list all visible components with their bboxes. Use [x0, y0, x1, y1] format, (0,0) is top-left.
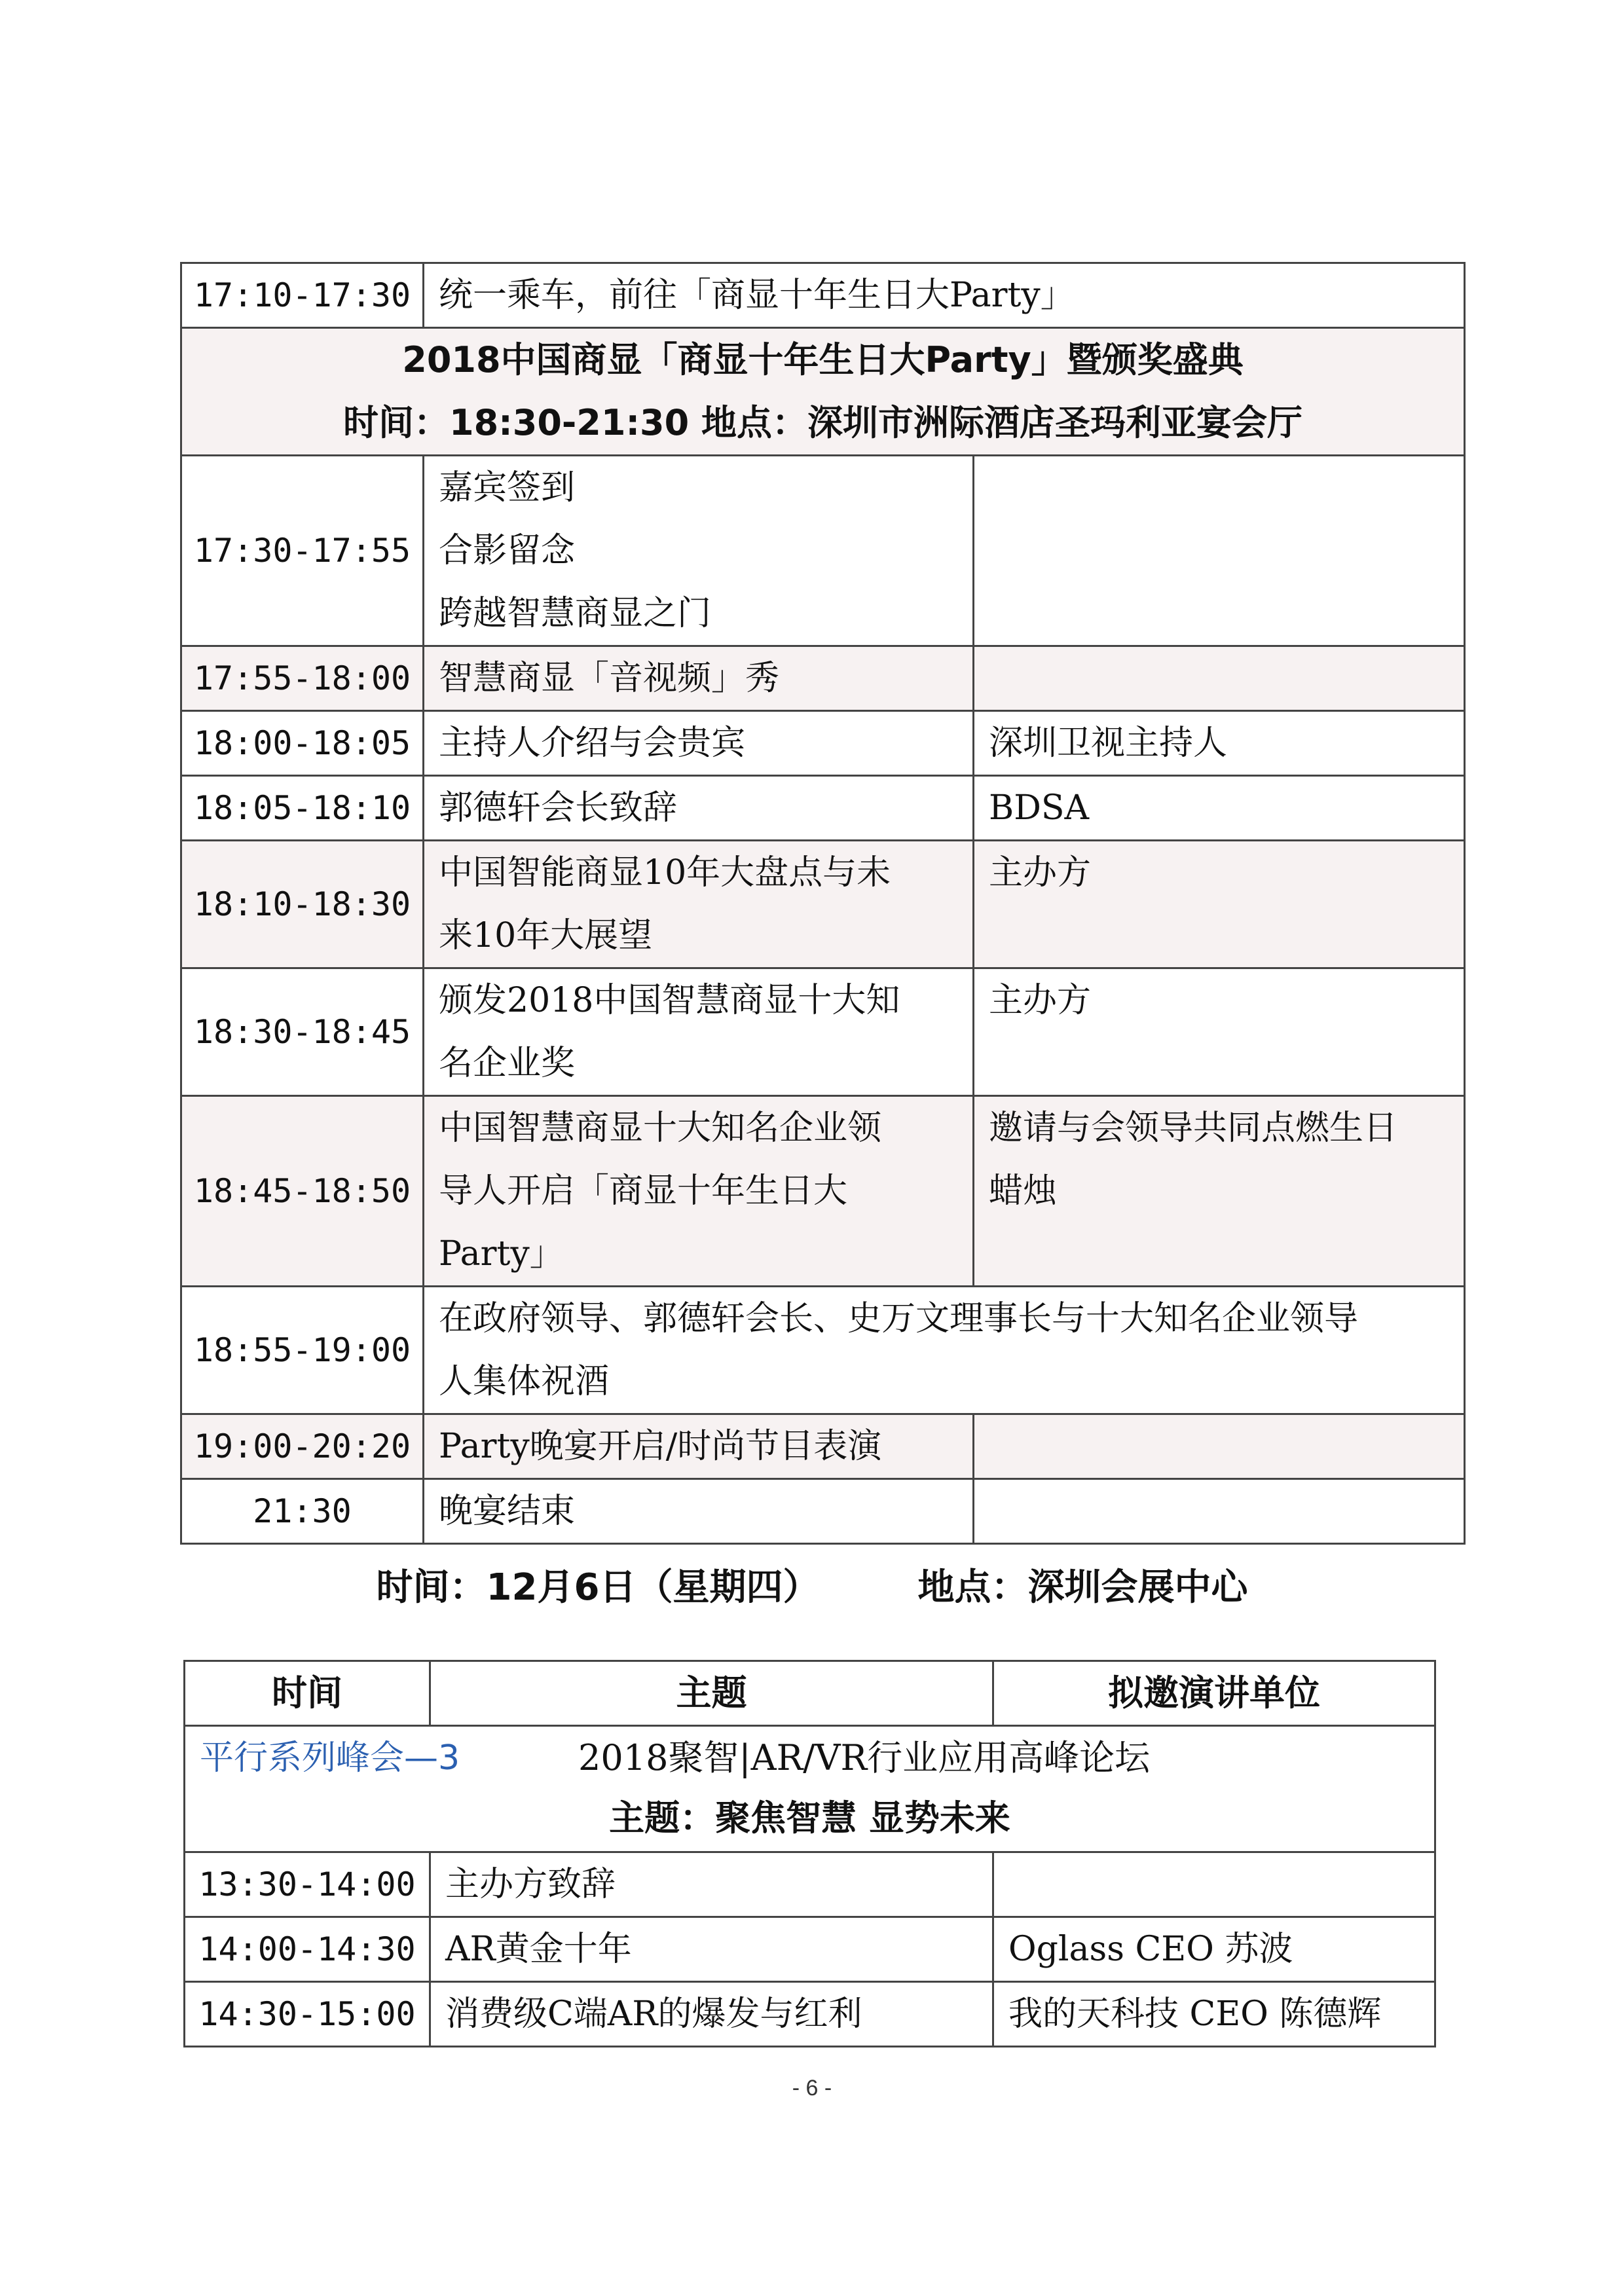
topic-cell: AR黄金十年: [430, 1917, 993, 1982]
schedule-place: 地点：深圳会展中心: [917, 1566, 1248, 1609]
table-row: [181, 1479, 1465, 1544]
forum-theme: 主题：聚焦智慧 显势未来: [609, 1797, 1010, 1839]
page-number: - 6 -: [792, 2076, 832, 2101]
speaker-cell: Oglass CEO 苏波: [993, 1917, 1435, 1982]
time-cell: 18:00-18:05: [181, 711, 424, 776]
item-line: 合影留念: [439, 531, 576, 570]
forum-series: 平行系列峰会—3: [200, 1738, 460, 1778]
speaker-cell: [974, 1096, 1465, 1287]
item-cell: [424, 456, 974, 646]
forum-schedule-table: [183, 1660, 1436, 2047]
time-cell: 17:10-17:30: [181, 263, 424, 328]
table-row: [181, 711, 1465, 776]
table-row: [181, 263, 1465, 328]
speaker-cell: 深圳卫视主持人: [974, 711, 1465, 776]
forum-header-row: [185, 1726, 1435, 1852]
speaker-cell: 主办方: [974, 841, 1465, 968]
time-cell: 13:30-14:00: [185, 1852, 430, 1917]
speaker-cell: [993, 1852, 1435, 1917]
speaker-cell: 主办方: [974, 968, 1465, 1096]
item-line: 在政府领导、郭德轩会长、史万文理事长与十大知名企业领导: [439, 1299, 1359, 1338]
speaker-cell: [974, 1414, 1465, 1479]
section-time-place: 时间：18:30-21:30 地点：深圳市洲际酒店圣玛利亚宴会厅: [343, 402, 1302, 443]
table-row: [181, 456, 1465, 646]
evening-schedule-table: [180, 262, 1466, 1545]
time-cell: 21:30: [181, 1479, 424, 1544]
item-line: 颁发2018中国智慧商显十大知: [439, 981, 900, 1020]
speaker-cell: [974, 1479, 1465, 1544]
speaker-cell: [974, 456, 1465, 646]
section-title: 2018中国商显「商显十年生日大Party」暨颁奖盛典: [402, 339, 1244, 380]
table-row: [181, 1096, 1465, 1287]
table-row: [181, 841, 1465, 968]
forum-header: [185, 1726, 1435, 1852]
forum-title: 2018聚智|AR/VR行业应用高峰论坛: [578, 1737, 1151, 1778]
table-row: [181, 1414, 1465, 1479]
item-cell: 主持人介绍与会贵宾: [424, 711, 974, 776]
schedule-date: 时间：12月6日（星期四）: [376, 1566, 820, 1609]
section-header-row: [181, 328, 1465, 456]
item-line: Party」: [439, 1234, 564, 1274]
item-line: 导人开启「商显十年生日大: [439, 1171, 848, 1211]
item-line: 中国智慧商显十大知名企业领: [439, 1109, 882, 1148]
item-line: 中国智能商显10年大盘点与未: [439, 853, 891, 892]
table-row: [181, 1287, 1465, 1414]
item-cell: [424, 1096, 974, 1287]
time-cell: 18:05-18:10: [181, 776, 424, 841]
time-cell: 19:00-20:20: [181, 1414, 424, 1479]
table-row: [185, 1982, 1435, 2047]
column-header: 时间: [185, 1661, 430, 1726]
speaker-cell: [974, 646, 1465, 711]
time-cell: 18:10-18:30: [181, 841, 424, 968]
item-cell: [424, 841, 974, 968]
table-row: [181, 776, 1465, 841]
item-cell: 统一乘车，前往「商显十年生日大Party」: [424, 263, 1465, 328]
column-header-row: [185, 1661, 1435, 1726]
item-cell: Party晚宴开启/时尚节目表演: [424, 1414, 974, 1479]
table-row: [181, 968, 1465, 1096]
column-header: 主题: [430, 1661, 993, 1726]
time-cell: 17:30-17:55: [181, 456, 424, 646]
topic-cell: 主办方致辞: [430, 1852, 993, 1917]
table-row: [185, 1852, 1435, 1917]
item-cell: 晚宴结束: [424, 1479, 974, 1544]
item-line: 来10年大展望: [439, 916, 653, 955]
topic-cell: 消费级C端AR的爆发与红利: [430, 1982, 993, 2047]
item-line: 嘉宾签到: [439, 468, 576, 507]
table-row: [185, 1917, 1435, 1982]
speaker-cell: BDSA: [974, 776, 1465, 841]
item-cell: [424, 968, 974, 1096]
item-cell: [424, 1287, 1465, 1414]
section-header: [181, 328, 1465, 456]
item-line: 跨越智慧商显之门: [439, 594, 712, 633]
speaker-cell: 我的天科技 CEO 陈德辉: [993, 1982, 1435, 2047]
time-cell: 17:55-18:00: [181, 646, 424, 711]
time-cell: 18:55-19:00: [181, 1287, 424, 1414]
item-line: 人集体祝酒: [439, 1362, 610, 1401]
time-cell: 14:30-15:00: [185, 1982, 430, 2047]
time-cell: 14:00-14:30: [185, 1917, 430, 1982]
schedule-header: [0, 1555, 1624, 1621]
column-header: 拟邀演讲单位: [993, 1661, 1435, 1726]
table-row: [181, 646, 1465, 711]
time-cell: 18:45-18:50: [181, 1096, 424, 1287]
speaker-line: 邀请与会领导共同点燃生日: [989, 1109, 1398, 1148]
item-cell: 郭德轩会长致辞: [424, 776, 974, 841]
time-cell: 18:30-18:45: [181, 968, 424, 1096]
speaker-line: 蜡烛: [989, 1171, 1058, 1211]
item-line: 名企业奖: [439, 1044, 576, 1083]
item-cell: 智慧商显「音视频」秀: [424, 646, 974, 711]
